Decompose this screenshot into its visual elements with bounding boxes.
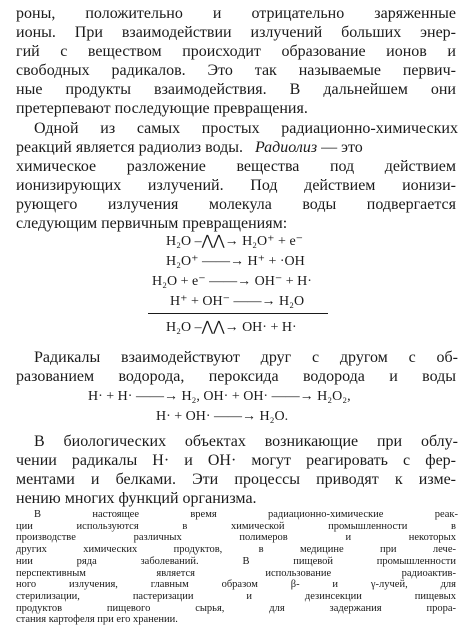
text-line: разованием водорода, пероксида водорода и воды	[16, 368, 456, 385]
text-line: роны, положительно и отрицательно заряженные	[16, 5, 456, 22]
text-line: ионы. При взаимодействии излучений больших энер-	[16, 24, 456, 41]
equation: H₂O + e⁻ ——→ OH⁻ + H·	[152, 274, 312, 289]
text-line: других химических продуктов, в медицине при лече-	[16, 544, 456, 556]
text-line: свободных радикалов. Это так называемые первич-	[16, 62, 456, 79]
text-line: продуктов пищевого сырья, для задержания прора-	[16, 602, 456, 614]
equation: H· + OH· ——→ H₂O.	[156, 409, 289, 424]
equation: H· + H· ——→ H₂, OH· + OH· ——→ H₂O₂,	[88, 389, 351, 404]
text-line: претерпевают последующие превращения.	[16, 100, 308, 117]
sum-rule	[148, 313, 328, 314]
term-radiolysis: Радиолиз	[255, 139, 318, 156]
text-line: Радикалы взаимодействуют друг с другом с об-	[34, 349, 458, 366]
text-line: производстве различных полимеров и некоторых	[16, 532, 456, 544]
text-line: нии ряда заболеваний. В пищевой промышленности	[16, 555, 456, 567]
text-line: ные продукты взаимодействия. В дальнейшем они	[16, 81, 456, 98]
text-fragment: — это	[321, 139, 363, 156]
equation: H⁺ + OH⁻ ——→ H₂O	[170, 294, 305, 309]
text-line: В настоящее время радиационно-химические реак-	[34, 509, 458, 520]
equation: H₂O⁺ ——→ H⁺ + ·OH	[166, 254, 305, 269]
text-line: стерилизации, пастеризации и дезинсекции пищевых	[16, 590, 456, 602]
text-line: стания картофеля при его хранении.	[16, 614, 178, 626]
text-line: ции используются в химической промышленности в	[16, 520, 456, 532]
text-line: чении радикалы H· и OH· могут реагировать с фер-	[16, 452, 456, 469]
text-line: ментами и белками. Эти процессы приводят к изме-	[16, 471, 456, 488]
text-line: следующим первичным превращениям:	[16, 215, 288, 232]
text-line: химическое разложение вещества под действием	[16, 158, 456, 175]
text-fragment: реакций является радиолиз воды.	[16, 139, 243, 156]
equation: H₂O –⋀⋀→ H₂O⁺ + e⁻	[166, 234, 304, 249]
text-line: Одной из самых простых радиационно-химических	[34, 120, 458, 137]
equation-sum: H₂O –⋀⋀→ OH· + H·	[166, 320, 297, 335]
text-line: гий с веществом происходит образование ионов и	[16, 43, 456, 60]
text-line: перспективным является использование радиоактив-	[16, 567, 456, 579]
text-line: нению многих функций организма.	[16, 490, 257, 507]
text-line: В биологических объектах возникающие при облу-	[34, 433, 458, 450]
text-line: ного излучения, главным образом β- и γ-лучей, для	[16, 579, 456, 591]
text-line: рующего излучения молекула воды подвергается	[16, 196, 456, 213]
text-line: ионизирующих излучений. Под действием ионизи-	[16, 177, 456, 194]
text-line	[16, 138, 456, 157]
